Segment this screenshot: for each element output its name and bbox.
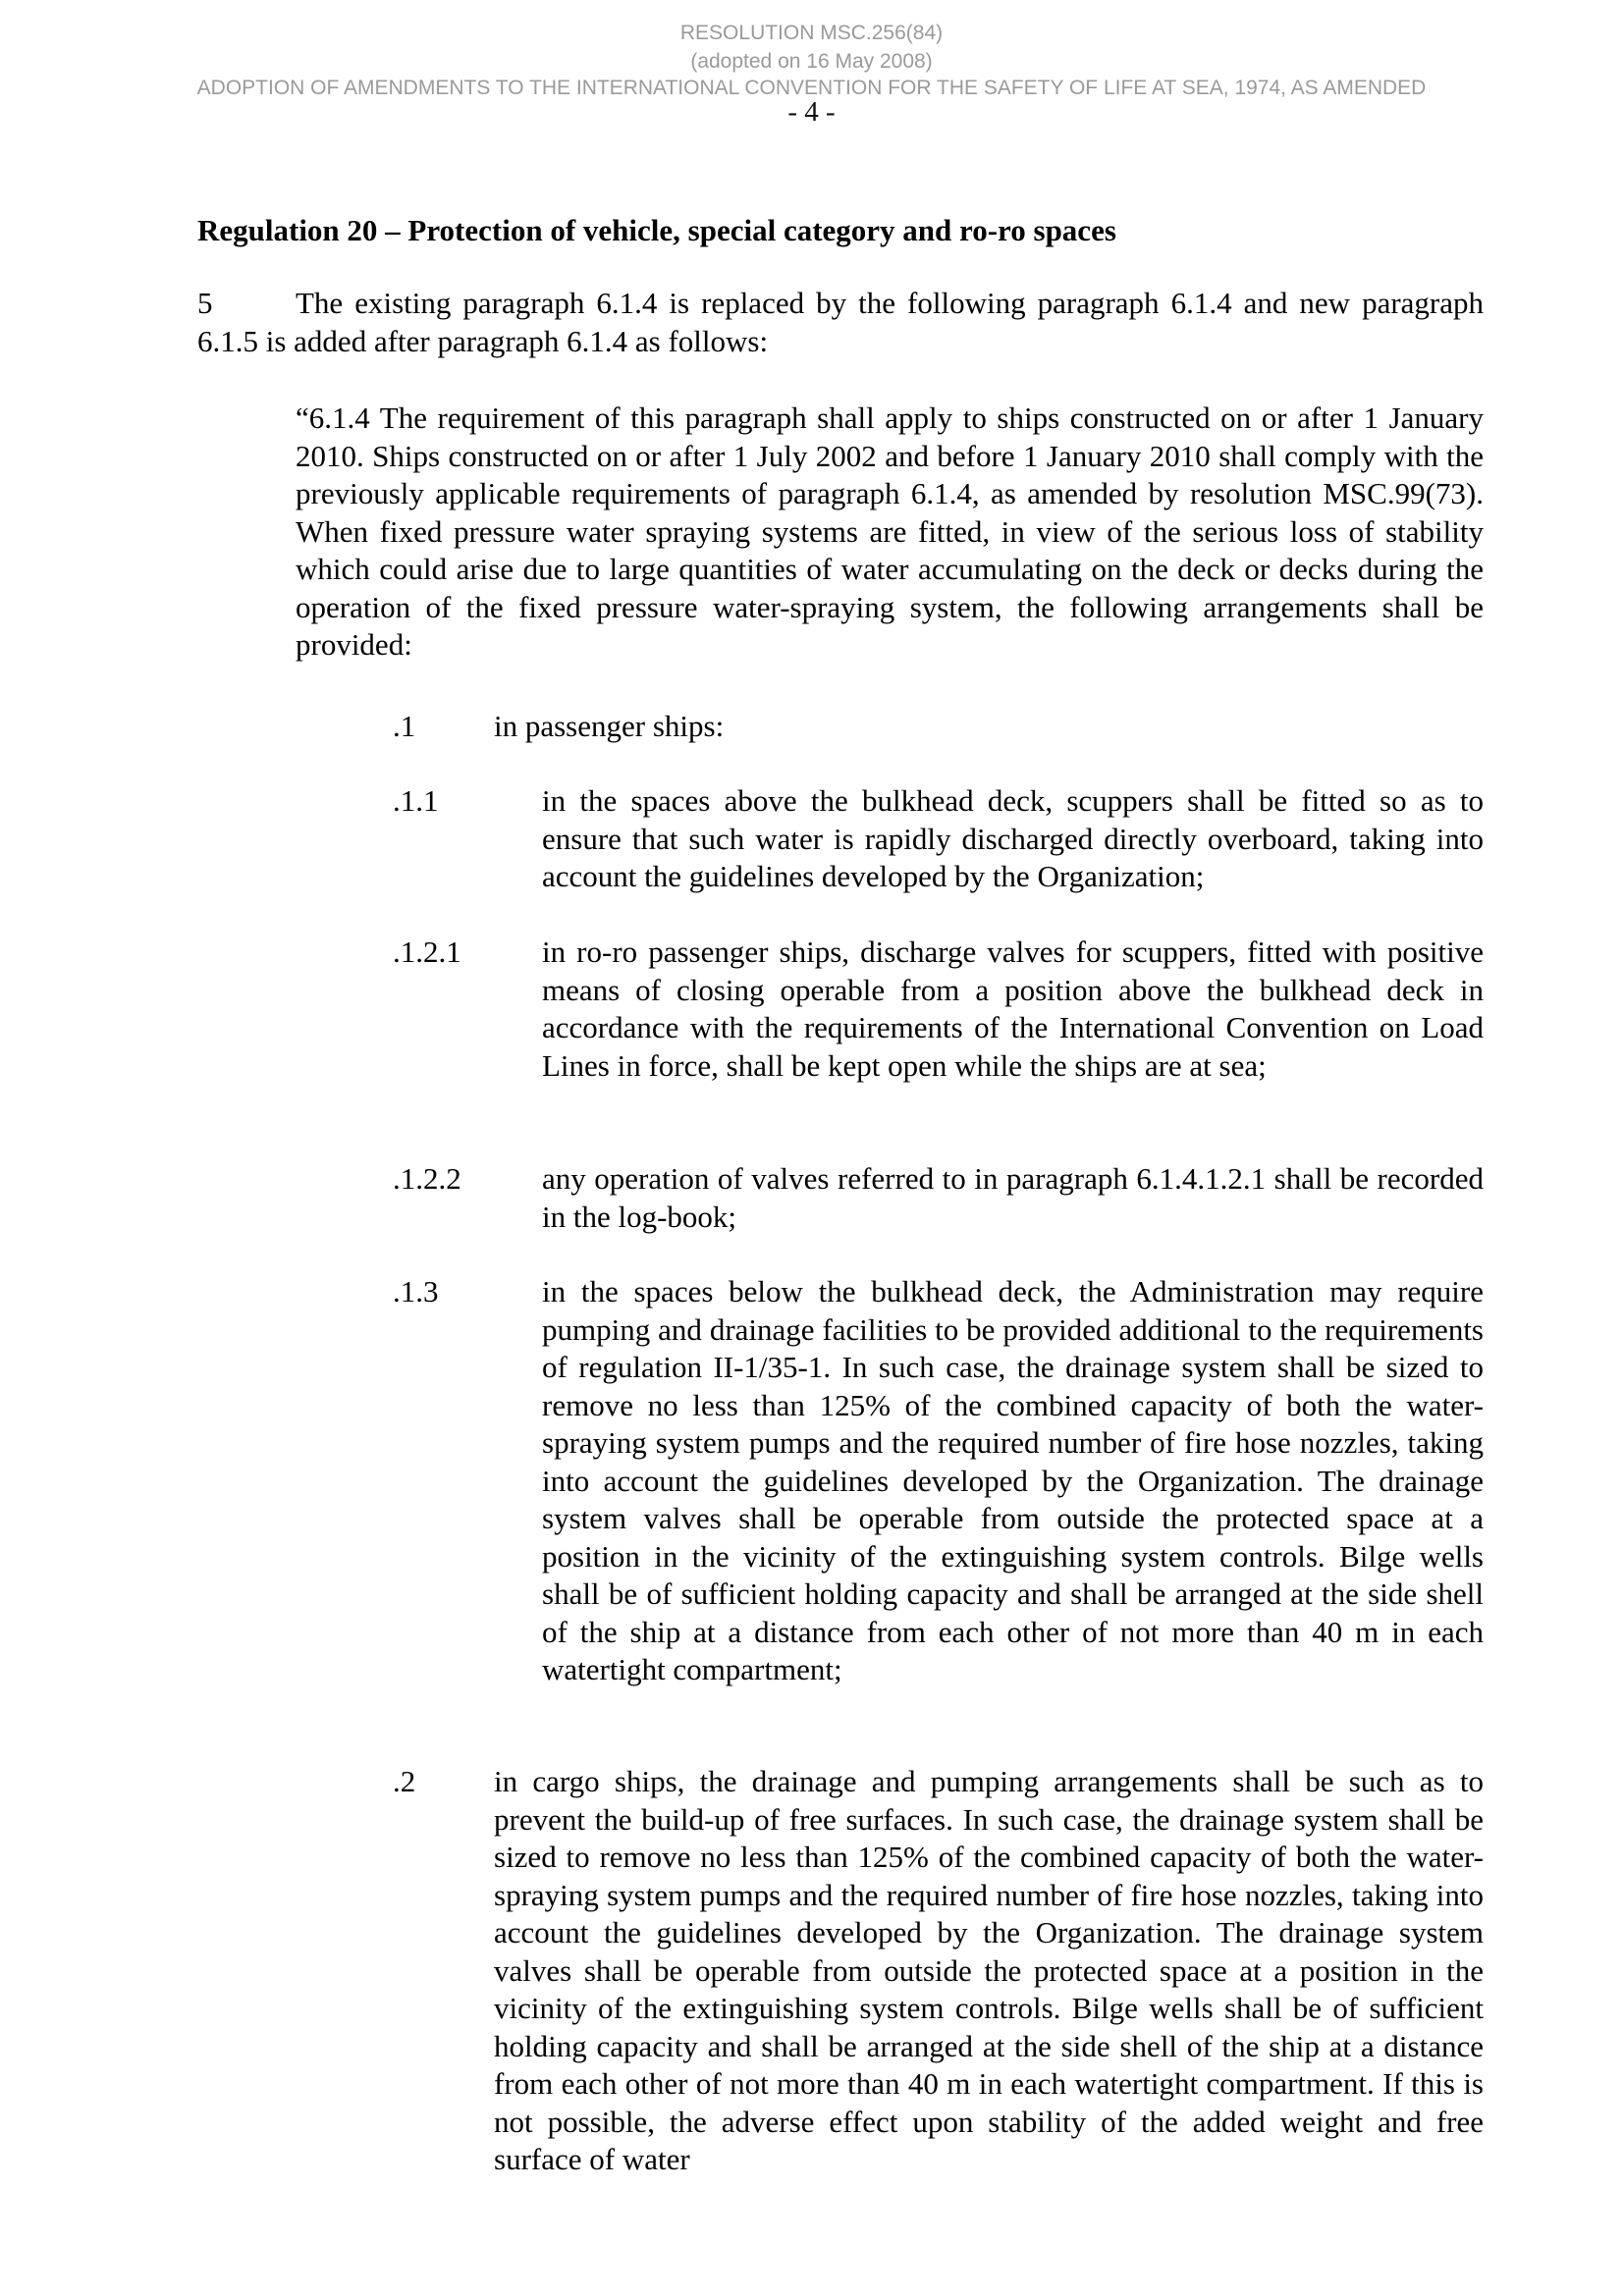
list-item-text: in the spaces below the bulkhead deck, the Administration may require pumping and drainage facilities to be provided additional to the requirements of regulation II-1/35-1. In such case, the drainage system shall be sized to remove no less than 125% of the combined capacity of both the water-spraying system pumps and the required number of fire hose nozzles, taking into account the guidelines developed by the Organization. The drainage system valves shall be operable from outside the protected space at a position in the vicinity of the extinguishing system controls. Bilge wells shall be of sufficient holding capacity and shall be arranged at the side shell of the ship at a distance from each other of not more than 40 m in each watertight compartment; [542, 1274, 1484, 1686]
list-item-label: .1.2.1 [393, 934, 461, 969]
list-item-text: in cargo ships, the drainage and pumping arrangements shall be such as to prevent the build-up of free surfaces. In such case, the drainage system shall be sized to remove no less than 125% of the combined capacity of both the water-spraying system pumps and the required number of fire hose nozzles, taking into account the guidelines developed by the Organization. The drainage system valves shall be operable from outside the protected space at a position in the vicinity of the extinguishing system controls. Bilge wells shall be of sufficient holding capacity and shall be arranged at the side shell of the ship at a distance from each other of not more than 40 m in each watertight compartment. If this is not possible, the adverse effect upon stability of the added weight and free surface of water [494, 1764, 1484, 2176]
header-resolution-number: RESOLUTION MSC.256(84) [679, 22, 944, 44]
list-item-text: in passenger ships: [494, 709, 725, 743]
list-item-label: .1.2.2 [393, 1161, 461, 1196]
quoted-paragraph-6-1-4: “6.1.4 The requirement of this paragraph shall apply to ships constructed on or after 1 January 2010. Ships constructed on or after 1 July 2002 and before 1 January 2010 shall comply with the previously applicable requirements of paragraph 6.1.4, as amended by resolution MSC.99(73). When fixed pressure water spraying systems are fitted, in view of the serious loss of stability which could arise due to large quantities of water accumulating on the deck or decks during the operation of the fixed pressure water-spraying system, the following arrangements shall be provided: [296, 400, 1484, 662]
list-item-text: any operation of valves referred to in paragraph 6.1.4.1.2.1 shall be recorded in the log-book; [542, 1161, 1484, 1234]
list-item-text: in ro-ro passenger ships, discharge valves for scuppers, fitted with positive means of closing operable from a position above the bulkhead deck in accordance with the requirements of the International Convention on Load Lines in force, shall be kept open while the ships are at sea; [542, 934, 1484, 1083]
paragraph-5 [197, 285, 1484, 360]
list-item-label: .2 [393, 1764, 416, 1798]
paragraph-number: 5 [197, 286, 213, 320]
list-item-label: .1.3 [393, 1274, 439, 1308]
paragraph-text: The existing paragraph 6.1.4 is replaced by the following paragraph 6.1.4 and new paragraph 6.1.5 is added after paragraph 6.1.4 as follows: [197, 286, 1484, 358]
regulation-heading: Regulation 20 – Protection of vehicle, special category and ro-ro spaces [197, 213, 1116, 247]
header-adoption-date: (adopted on 16 May 2008) [690, 50, 933, 73]
list-item-label: .1.1 [393, 783, 439, 818]
list-item-text: in the spaces above the bulkhead deck, scuppers shall be fitted so as to ensure that such water is rapidly discharged directly overboard, taking into account the guidelines developed by the Organization; [542, 783, 1484, 893]
header-title: ADOPTION OF AMENDMENTS TO THE INTERNATIONAL CONVENTION FOR THE SAFETY OF LIFE AT SEA, 1974, AS AMENDED [196, 77, 1427, 99]
page-number: - 4 - [787, 96, 836, 128]
list-item-label: .1 [393, 709, 416, 743]
